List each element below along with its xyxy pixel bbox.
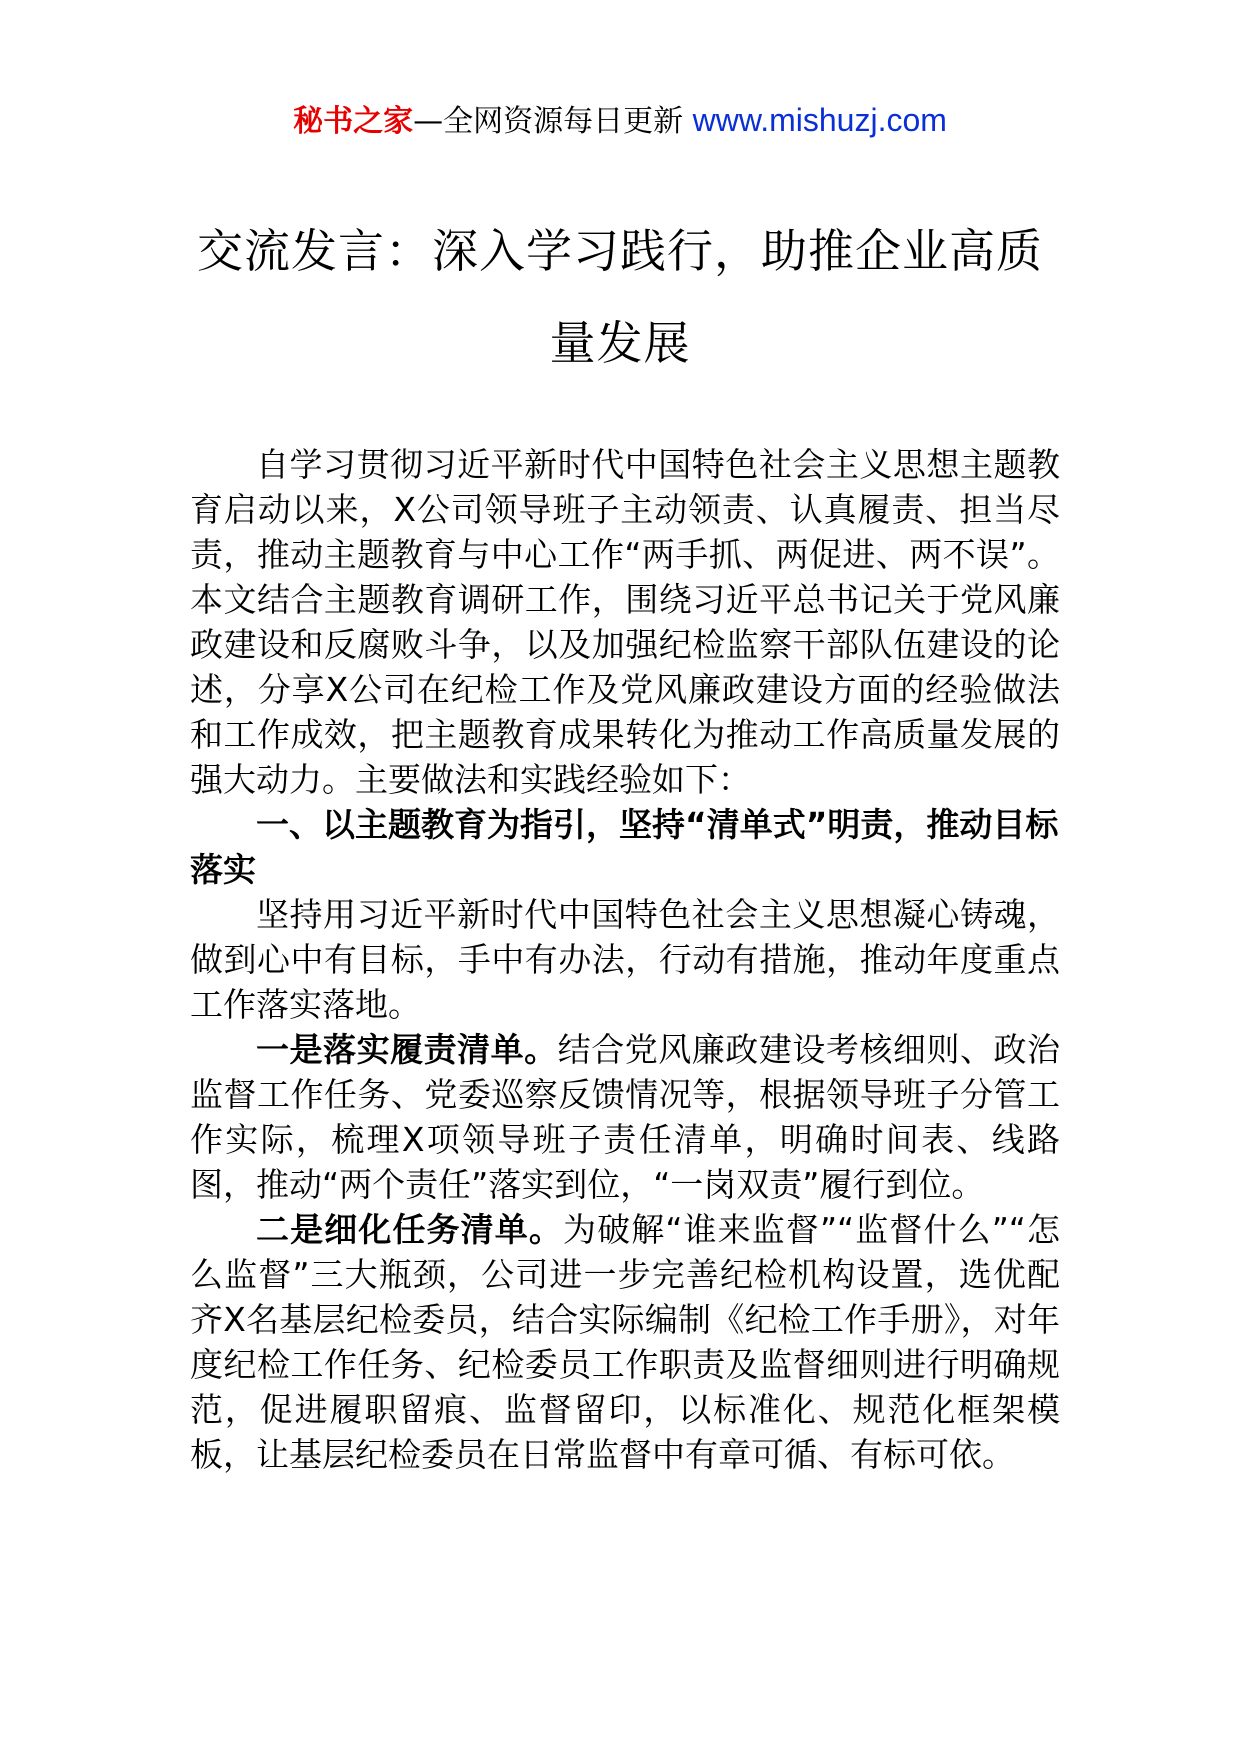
document-body [190,442,1060,1477]
section-one-paragraph: 坚持用习近平新时代中国特色社会主义思想凝心铸魂，做到心中有目标，手中有办法，行动有措施，推动年度重点工作落实落地。 [190,895,1060,1024]
item-one-body: 结合党风廉政建设考核细则、政治监督工作任务、党委巡察反馈情况等，根据领导班子分管工作实际，梳理X项领导班子责任清单，明确时间表、线路图，推动“两个责任”落实到位，“一岗双责”履行到位。 [190,1030,1061,1204]
site-brand: 秘书之家 [293,104,414,139]
item-one-paragraph [190,1027,1060,1207]
site-url-link[interactable]: www.mishuzj.com [692,102,947,138]
item-two-body: 为破解“谁来监督”“监督什么”“怎么监督”三大瓶颈，公司进一步完善纪检机构设置，选优配齐X名基层纪检委员，结合实际编制《纪检工作手册》，对年度纪检工作任务、纪检委员工作职责及监督细则进行明确规范，促进履职留痕、监督留印，以标准化、规范化框架模板，让基层纪检委员在日常监督中有章可循、有标可依。 [190,1210,1060,1474]
site-header [0,100,1240,142]
intro-paragraph: 自学习贯彻习近平新时代中国特色社会主义思想主题教育启动以来，X公司领导班子主动领责、认真履责、担当尽责，推动主题教育与中心工作“两手抓、两促进、两不误”。本文结合主题教育调研工作，围绕习近平总书记关于党风廉政建设和反腐败斗争，以及加强纪检监察干部队伍建设的论述，分享X公司在纪检工作及党风廉政建设方面的经验做法和工作成效，把主题教育成果转化为推动工作高质量发展的强大动力。主要做法和实践经验如下： [190,445,1060,799]
document-title: 交流发言：深入学习践行，助推企业高质量发展 [197,224,1043,370]
item-one-lead: 一是落实履责清单。 [256,1030,558,1069]
section-one-heading: 一、以主题教育为指引，坚持“清单式”明责，推动目标落实 [190,805,1059,889]
item-two-lead: 二是细化任务清单。 [256,1210,563,1249]
item-two-paragraph [190,1207,1060,1477]
site-tagline: —全网资源每日更新 [413,104,684,139]
